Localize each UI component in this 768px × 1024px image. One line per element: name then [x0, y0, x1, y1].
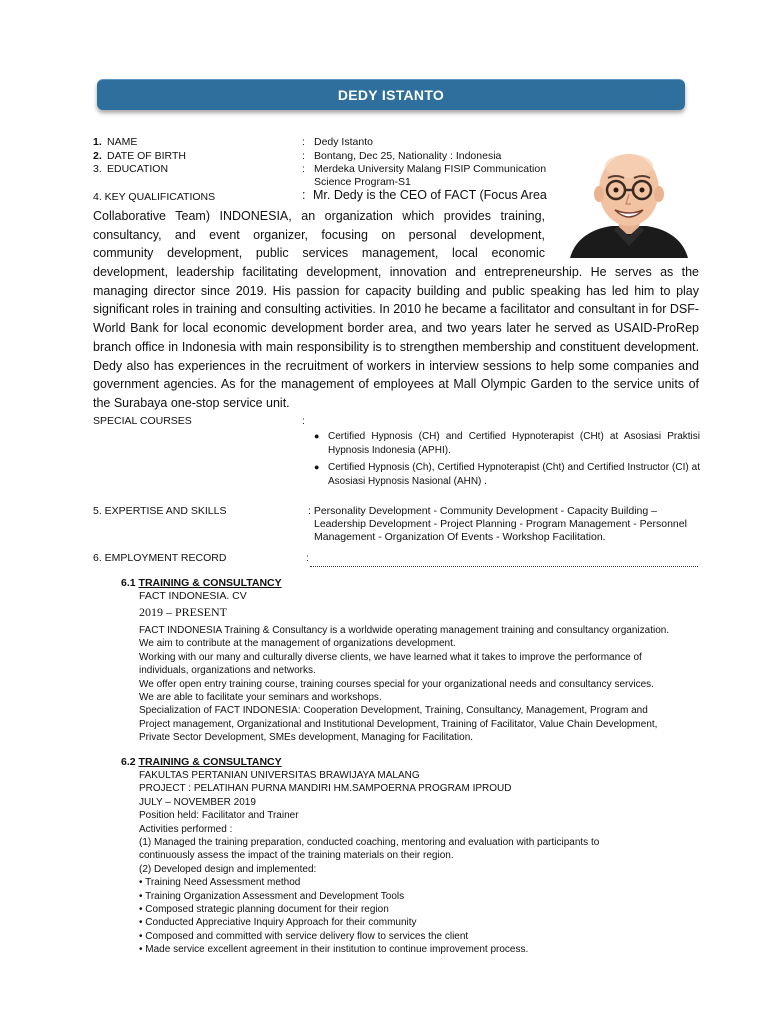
record-line: (2) Developed design and implemented: [139, 863, 317, 875]
record-line: • Made service excellent agreement in their institution to continue improvement process. [139, 944, 529, 956]
record-line: • Training Need Assessment method [139, 877, 301, 889]
colon: : [302, 136, 305, 148]
record-line: Working with our many and culturally diverse clients, we have learned what it takes to improve the performance of [139, 651, 642, 663]
record-line: Specialization of FACT INDONESIA: Cooperation Development, Training, Consultancy, Management, Program and [139, 705, 648, 717]
record-title: TRAINING & CONSULTANCY [138, 756, 282, 768]
row-num: 1. [93, 136, 102, 148]
qualifications-line-4: community development, public services management, local economic [93, 246, 545, 260]
qualifications-label: 4. KEY QUALIFICATIONS [93, 191, 216, 203]
profile-photo [568, 146, 690, 258]
qualifications-paragraph: development, leadership facilitating development, innovation and entrepreneurship. He serves as the managing director since 2019. His passion for capacity building and public speaking has led him to play significant roles in training and consulting activities. In 2010 he became a facilitator and consultant in for DSF-World Bank for local economic development border area, and two years later he served as USAID-ProRep branch office in Indonesia with main responsibility is to strengthen membership and constituent development. Dedy also has experiences in the recruitment of workers in interview sessions to help some companies and government agencies. As for the management of employees at Mall Olympic Garden to the service units of the Surabaya one-stop service unit. [93, 265, 699, 410]
row-num: 3. [93, 163, 102, 175]
education-value-cont: Science Program-S1 [314, 176, 411, 188]
record-line: Position held: Facilitator and Trainer [139, 810, 299, 822]
row-label: DATE OF BIRTH [107, 150, 186, 162]
expertise-line-1: : Personality Development - Community Development - Capacity Building – [308, 505, 657, 517]
list-item [312, 430, 700, 457]
record-num: 6.2 [121, 756, 136, 768]
record-6-1-heading [121, 577, 282, 591]
qualifications-line-1: Mr. Dedy is the CEO of FACT (Focus Area [313, 188, 547, 202]
record-line: Project management, Organizational and Institutional Development, Training of Facilitator, Value Chain Development, [139, 718, 658, 730]
list-item [312, 461, 700, 488]
record-line: PROJECT : PELATIHAN PURNA MANDIRI HM.SAMPOERNA PROGRAM IPROUD [139, 783, 512, 795]
row-num: 2. [93, 150, 102, 162]
row-dob [93, 150, 186, 164]
banner-title: DEDY ISTANTO [337, 87, 445, 103]
record-line: We offer open entry training course, training courses special for your organizational needs and consultancy services. [139, 678, 654, 690]
colon: : [302, 150, 305, 162]
record-6-2-description [139, 769, 599, 957]
bullet-icon: ● [314, 462, 320, 472]
record-line: JULY – NOVEMBER 2019 [139, 796, 256, 808]
record-line: • Composed and committed with service delivery flow to services the client [139, 930, 469, 942]
record-line: FACT INDONESIA Training & Consultancy is a worldwide operating management training and consultancy organization. [139, 625, 670, 636]
course-text: Certified Hypnosis (CH) and Certified Hypnoterapist (CHt) at Asosiasi Praktisi Hypnosis Indonesia (APHI). [328, 431, 700, 456]
record-line: FAKULTAS PERTANIAN UNIVERSITAS BRAWIJAYA MALANG [139, 770, 420, 781]
record-num: 6.1 [121, 577, 136, 589]
qualifications-line-3: consultancy, and event organizer, focusing on personal development, [93, 228, 545, 242]
name-value: Dedy Istanto [314, 136, 373, 148]
colon: : [302, 188, 306, 202]
colon: : [306, 552, 309, 564]
record-line: • Composed strategic planning document for their region [139, 904, 389, 916]
expertise-line-2: Leadership Development - Project Planning - Program Management - Personnel [314, 518, 687, 530]
name-banner [97, 79, 685, 110]
row-name [93, 136, 138, 150]
record-org: FACT INDONESIA. CV [139, 590, 247, 602]
course-text: Certified Hypnosis (Ch), Certified Hypnoterapist (Cht) and Certified Instructor (CI) at Asosiasi Hypnosis Nasional (AHN) . [328, 462, 700, 487]
special-courses-list [312, 430, 700, 492]
colon: : [302, 163, 305, 175]
record-6-1-description [139, 624, 669, 745]
record-line: • Conducted Appreciative Inquiry Approach for their community [139, 917, 417, 929]
record-line: Private Sector Development, SMEs development, Managing for Facilitation. [139, 732, 474, 744]
record-period: 2019 – PRESENT [139, 605, 228, 619]
dob-value: Bontang, Dec 25, Nationality : Indonesia [314, 150, 502, 162]
dotted-line [310, 556, 698, 567]
employment-label: 6. EMPLOYMENT RECORD [93, 552, 227, 564]
record-line: (1) Managed the training preparation, conducted coaching, mentoring and evaluation with participants to [139, 837, 600, 849]
record-line: continuously assess the impact of the training materials on their region. [139, 850, 454, 862]
colon: : [302, 415, 305, 427]
bullet-icon: ● [314, 431, 320, 441]
education-value: Merdeka University Malang FISIP Communication [314, 163, 547, 175]
record-line: We are able to facilitate your seminars and workshops. [139, 692, 382, 704]
record-6-2-heading [121, 756, 282, 770]
expertise-line-3: Management - Organization Of Events - Workshop Facilitation. [314, 531, 606, 543]
record-line: We aim to contribute at the management of organizations development. [139, 638, 456, 650]
record-line: Activities performed : [139, 823, 233, 835]
row-label: EDUCATION [107, 163, 169, 175]
expertise-label: 5. EXPERTISE AND SKILLS [93, 505, 227, 517]
row-label: NAME [107, 136, 138, 148]
row-education [93, 163, 169, 177]
record-line: individuals, organizations and networks. [139, 665, 316, 677]
record-title: TRAINING & CONSULTANCY [138, 577, 282, 589]
record-line: • Training Organization Assessment and Development Tools [139, 890, 405, 902]
qualifications-line-2: Collaborative Team) INDONESIA, an organization which provides training, [93, 209, 545, 223]
special-courses-label: SPECIAL COURSES [93, 415, 192, 427]
